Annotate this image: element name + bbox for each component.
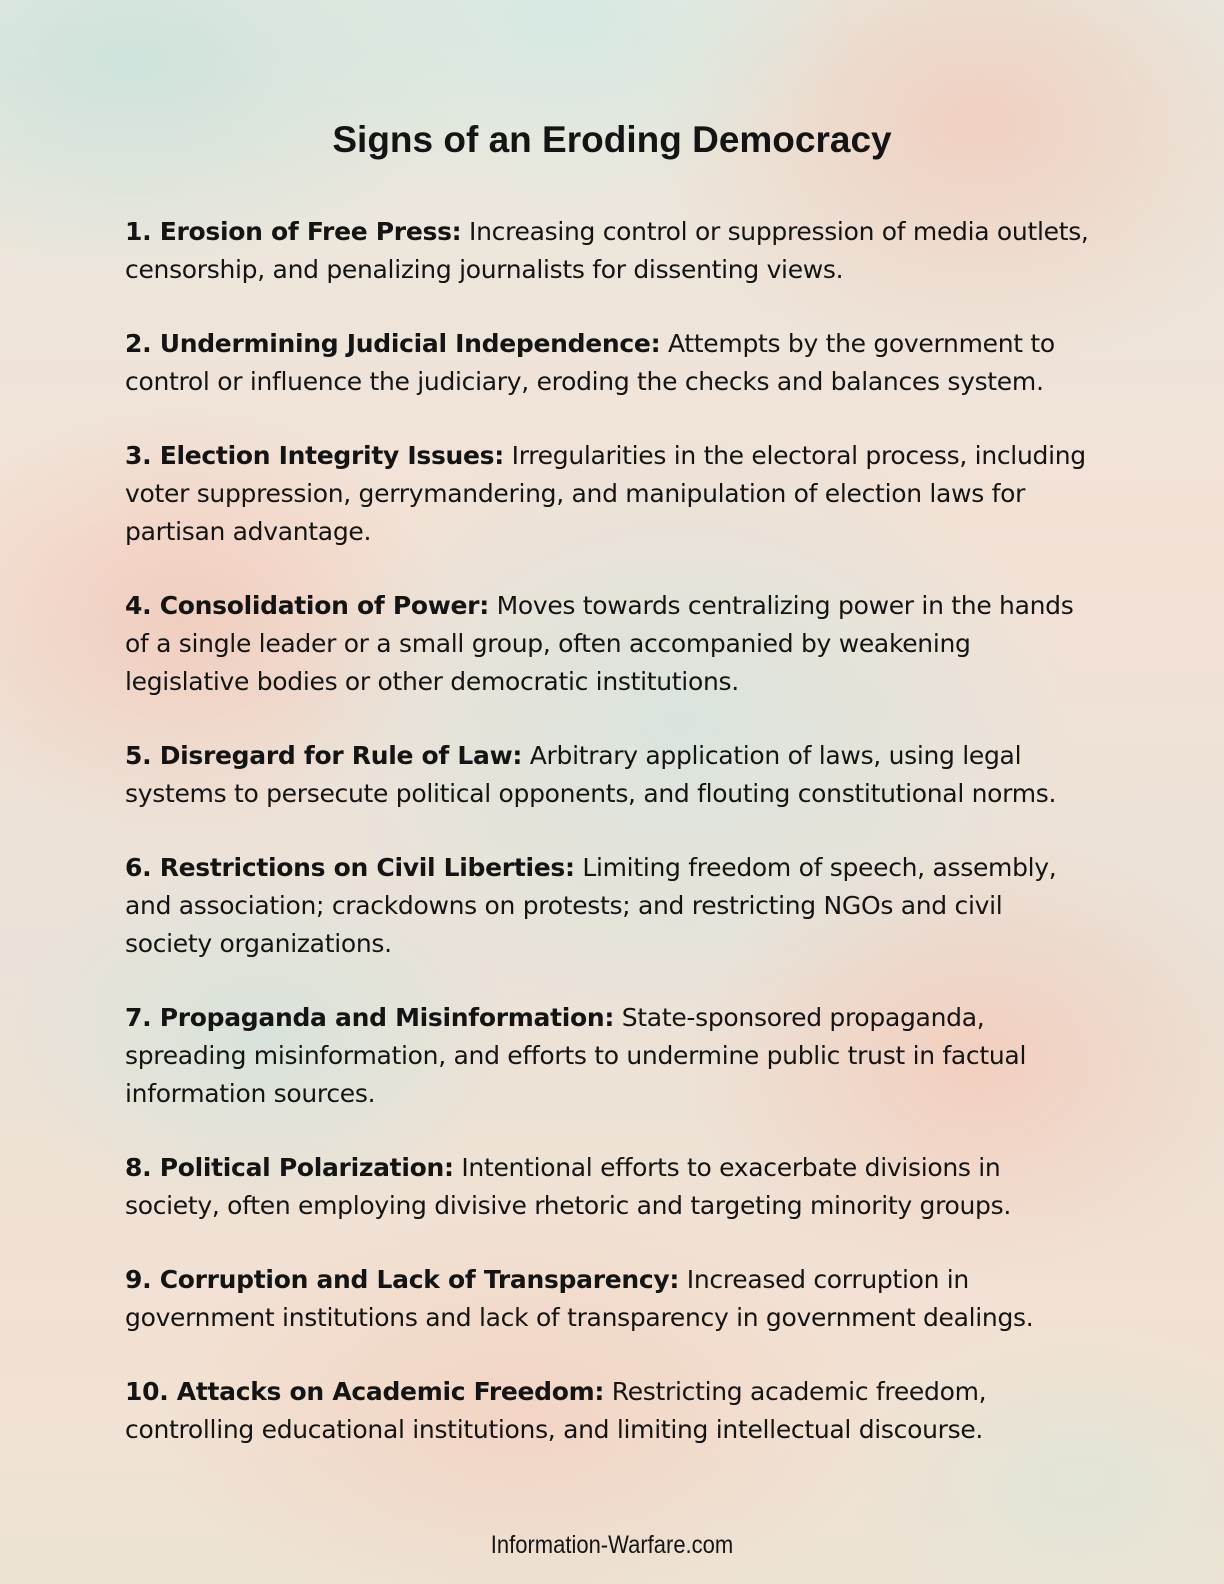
item-label: 4. Consolidation of Power: [125,591,489,620]
list-item [125,437,1095,551]
list-item [125,1261,1095,1337]
list-item [125,587,1095,701]
item-label: 10. Attacks on Academic Freedom: [125,1377,605,1406]
list-item [125,213,1095,289]
item-text: Moves towards centralizing power in the hands of a single leader or a small group, often accompanied by weakening legislative bodies or other democratic institutions. [125,591,1074,696]
item-text: Increased corruption in government institutions and lack of transparency in government dealings. [125,1265,1034,1332]
item-label: 1. Erosion of Free Press: [125,217,462,246]
list-item [125,1149,1095,1225]
item-text: Irregularities in the electoral process, including voter suppression, gerrymandering, and manipulation of election laws for partisan advantage. [125,441,1086,546]
footer-site-name: Information-Warfare.com [490,1531,734,1559]
item-label: 8. Political Polarization: [125,1153,454,1182]
list-item [125,1373,1095,1449]
item-text: Intentional efforts to exacerbate divisions in society, often employing divisive rhetoric and targeting minority groups. [125,1153,1011,1220]
item-label: 7. Propaganda and Misinformation: [125,1003,615,1032]
item-text: State-sponsored propaganda, spreading misinformation, and efforts to undermine public trust in factual information sources. [125,1003,1027,1108]
list-item [125,849,1095,963]
item-text: Limiting freedom of speech, assembly, and association; crackdowns on protests; and restricting NGOs and civil society organizations. [125,853,1057,958]
item-label: 6. Restrictions on Civil Liberties: [125,853,575,882]
item-label: 5. Disregard for Rule of Law: [125,741,523,770]
item-label: 2. Undermining Judicial Independence: [125,329,661,358]
item-text: Attempts by the government to control or influence the judiciary, eroding the checks and balances system. [125,329,1055,396]
page-title: Signs of an Eroding Democracy [332,119,892,160]
list-item [125,999,1095,1113]
signs-list [125,213,1095,1485]
item-text: Restricting academic freedom, controlling educational institutions, and limiting intellectual discourse. [125,1377,987,1444]
item-text: Increasing control or suppression of media outlets, censorship, and penalizing journalists for dissenting views. [125,217,1089,284]
list-item [125,737,1095,813]
item-label: 3. Election Integrity Issues: [125,441,504,470]
item-text: Arbitrary application of laws, using legal systems to persecute political opponents, and flouting constitutional norms. [125,741,1057,808]
item-label: 9. Corruption and Lack of Transparency: [125,1265,680,1294]
list-item [125,325,1095,401]
